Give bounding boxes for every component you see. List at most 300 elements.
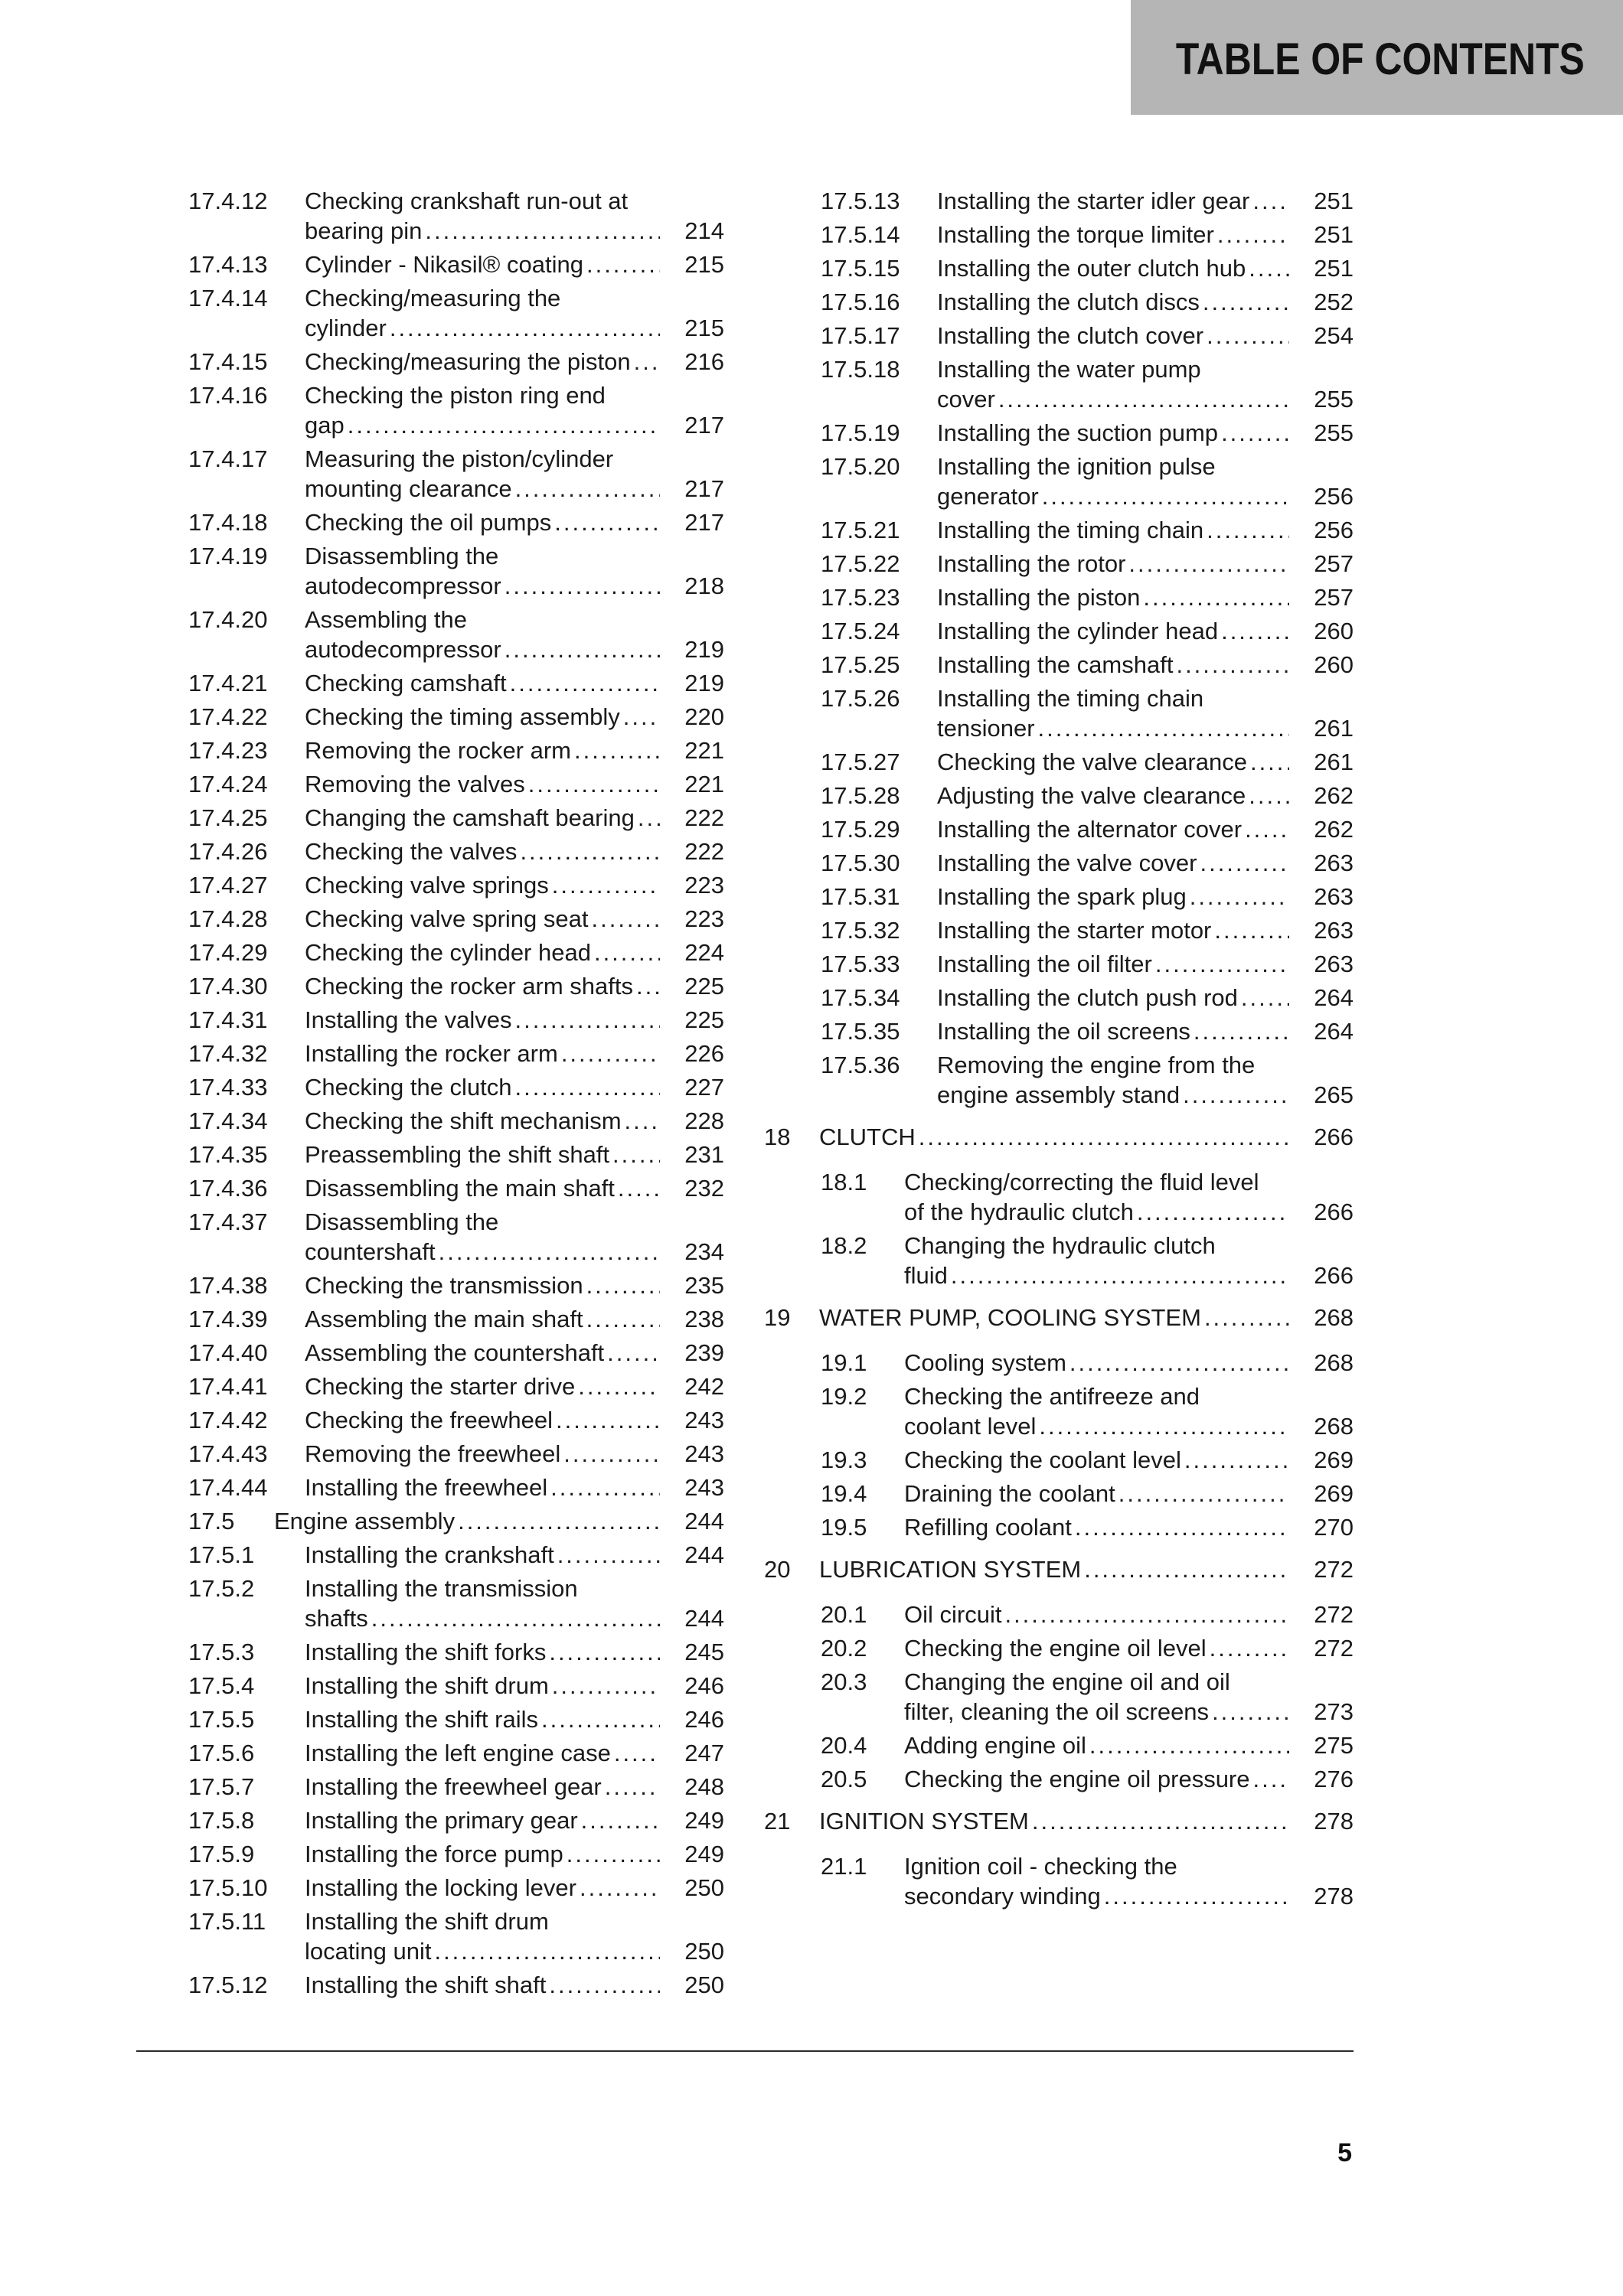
toc-entry-text: Installing the freewheel gear	[305, 1773, 602, 1800]
toc-entry-number: 17.5.30	[821, 850, 900, 876]
dot-leader	[1221, 616, 1289, 646]
toc-entry[interactable]	[764, 1122, 1354, 1152]
dot-leader	[557, 1540, 660, 1570]
toc-entry-number: 17.4.29	[188, 939, 268, 966]
toc-entry[interactable]	[188, 803, 724, 833]
dot-leader	[919, 1122, 1289, 1152]
toc-entry-text: Installing the shift forks	[305, 1639, 547, 1665]
toc-entry[interactable]	[764, 983, 1354, 1013]
toc-entry[interactable]	[188, 904, 724, 934]
dot-leader	[1249, 253, 1289, 283]
toc-entry-page: 223	[684, 872, 724, 899]
toc-entry[interactable]	[764, 253, 1354, 283]
toc-entry[interactable]	[764, 1730, 1354, 1760]
toc-entry-title	[937, 253, 1354, 283]
toc-entry[interactable]	[188, 1906, 724, 1966]
toc-entry[interactable]	[764, 1667, 1354, 1727]
toc-entry[interactable]	[764, 1167, 1354, 1227]
toc-entry[interactable]	[188, 1405, 724, 1435]
toc-entry[interactable]	[188, 1540, 724, 1570]
toc-entry-text: Installing the cylinder head	[937, 618, 1219, 644]
dot-leader	[1253, 1764, 1290, 1794]
toc-entry-page: 225	[684, 1006, 724, 1033]
toc-entry-title	[937, 781, 1354, 810]
toc-entry-text: Checking crankshaft run-out at	[305, 188, 629, 214]
toc-entry[interactable]	[188, 1704, 724, 1734]
toc-entry-title	[937, 321, 1354, 351]
toc-entry[interactable]	[188, 1772, 724, 1802]
toc-entry-text: Installing the rotor	[937, 550, 1126, 577]
dot-leader	[1207, 515, 1289, 545]
toc-entry[interactable]	[764, 747, 1354, 777]
toc-entry-page: 246	[684, 1706, 724, 1733]
toc-entry-text: cylinder	[305, 315, 387, 341]
toc-entry[interactable]	[764, 915, 1354, 945]
toc-entry-number: 17.5.10	[188, 1874, 268, 1901]
toc-entry-text: Checking the engine oil level	[904, 1635, 1207, 1662]
toc-entry-text: Adding engine oil	[904, 1732, 1086, 1759]
toc-entry[interactable]	[188, 1473, 724, 1502]
dot-leader	[1118, 1479, 1289, 1508]
toc-entry-page: 261	[1314, 748, 1354, 775]
toc-entry-text: of the hydraulic clutch	[904, 1199, 1134, 1225]
toc-entry-text: Checking the transmission	[305, 1272, 583, 1299]
toc-entry[interactable]	[188, 702, 724, 732]
toc-entry[interactable]	[188, 1805, 724, 1835]
toc-entry[interactable]	[188, 1738, 724, 1768]
toc-entry-page: 262	[1314, 816, 1354, 843]
toc-entry[interactable]	[764, 418, 1354, 448]
toc-entry[interactable]	[188, 347, 724, 377]
toc-entry-number: 17.5.7	[188, 1773, 255, 1800]
dot-leader	[1089, 1730, 1289, 1760]
toc-entry[interactable]	[764, 452, 1354, 511]
toc-entry[interactable]	[764, 549, 1354, 579]
toc-entry[interactable]	[764, 781, 1354, 810]
toc-entry[interactable]	[764, 1600, 1354, 1629]
toc-entry[interactable]	[188, 870, 724, 900]
toc-entry[interactable]	[188, 249, 724, 279]
dot-leader	[549, 1970, 660, 2000]
dot-leader	[1155, 949, 1289, 979]
toc-entry-page: 246	[684, 1672, 724, 1699]
toc-entry-number: 17.5.12	[188, 1971, 268, 1998]
toc-entry-text: secondary winding	[904, 1883, 1101, 1910]
toc-entry[interactable]	[188, 1970, 724, 2000]
toc-entry-title	[305, 803, 724, 833]
toc-entry-page: 249	[684, 1807, 724, 1834]
dot-leader	[1176, 650, 1289, 680]
toc-entry-number: 17.4.31	[188, 1006, 268, 1033]
toc-entry[interactable]	[764, 1050, 1354, 1110]
toc-entry[interactable]	[764, 354, 1354, 414]
toc-entry-title	[305, 1207, 724, 1267]
toc-entry-page: 242	[684, 1373, 724, 1400]
toc-entry[interactable]	[188, 938, 724, 967]
toc-entry[interactable]	[764, 1303, 1354, 1332]
toc-entry-number: 19	[764, 1304, 791, 1331]
toc-entry-page: 243	[684, 1474, 724, 1501]
toc-entry-text: Checking the starter drive	[305, 1373, 576, 1400]
toc-entry-number: 17.4.39	[188, 1306, 268, 1332]
toc-entry-number: 17.5.21	[821, 517, 900, 543]
toc-entry-number: 21.1	[821, 1853, 867, 1880]
toc-entry-page: 218	[684, 572, 724, 599]
dot-leader	[1137, 1197, 1289, 1227]
toc-entry-number: 17.5.18	[821, 356, 900, 383]
toc-entry-title	[937, 549, 1354, 579]
toc-entry[interactable]	[188, 1439, 724, 1469]
toc-entry-page: 224	[684, 939, 724, 966]
toc-entry[interactable]	[764, 582, 1354, 612]
toc-entry-text: Draining the coolant	[904, 1480, 1115, 1507]
toc-entry-title	[819, 1806, 1354, 1836]
toc-entry-number: 17.4.43	[188, 1440, 268, 1467]
toc-entry-number: 17.4.36	[188, 1175, 268, 1202]
toc-entry-text: Checking the valve clearance	[937, 748, 1247, 775]
toc-entry[interactable]	[188, 541, 724, 601]
toc-entry[interactable]	[188, 971, 724, 1001]
toc-entry-text: Ignition coil - checking the	[904, 1853, 1177, 1880]
toc-entry-number: 17.4.34	[188, 1107, 268, 1134]
toc-entry-number: 17.4.23	[188, 737, 268, 764]
toc-entry-title	[904, 1348, 1354, 1378]
toc-entry-title	[305, 1873, 724, 1903]
toc-entry[interactable]	[764, 515, 1354, 545]
toc-entry-title	[305, 605, 724, 664]
toc-entry[interactable]	[764, 882, 1354, 912]
footer-divider	[136, 2050, 1354, 2052]
toc-entry-title	[305, 1270, 724, 1300]
toc-entry[interactable]	[764, 848, 1354, 878]
dot-leader	[434, 1936, 660, 1966]
toc-entry-text: Installing the outer clutch hub	[937, 255, 1246, 282]
dot-leader	[1084, 1554, 1289, 1584]
toc-entry-page: 250	[684, 1938, 724, 1965]
toc-entry-number: 18.2	[821, 1232, 867, 1259]
toc-entry[interactable]	[764, 616, 1354, 646]
toc-entry[interactable]	[188, 1270, 724, 1300]
dot-leader	[586, 1270, 660, 1300]
toc-entry-page: 232	[684, 1175, 724, 1202]
toc-left-column	[188, 186, 724, 2004]
toc-entry[interactable]	[764, 1348, 1354, 1378]
toc-entry[interactable]	[764, 1554, 1354, 1584]
toc-entry-text: Cylinder - Nikasil® coating	[305, 251, 583, 278]
dot-leader	[1032, 1806, 1289, 1836]
toc-entry-number: 17.5.5	[188, 1706, 255, 1733]
toc-entry-title	[305, 904, 724, 934]
toc-entry[interactable]	[764, 1381, 1354, 1441]
toc-entry-number: 17.4.44	[188, 1474, 268, 1501]
toc-entry[interactable]	[188, 1173, 724, 1203]
toc-entry[interactable]	[764, 186, 1354, 216]
toc-entry[interactable]	[764, 1633, 1354, 1663]
toc-entry-title	[937, 515, 1354, 545]
toc-entry-page: 266	[1314, 1199, 1354, 1225]
toc-entry[interactable]	[188, 1839, 724, 1869]
toc-entry[interactable]	[188, 1574, 724, 1633]
toc-entry-text: Adjusting the valve clearance	[937, 782, 1246, 809]
toc-entry-page: 270	[1314, 1514, 1354, 1541]
dot-leader	[1200, 848, 1289, 878]
toc-entry-text: Installing the clutch cover	[937, 322, 1204, 349]
toc-entry[interactable]	[188, 1005, 724, 1035]
toc-entry-page: 269	[1314, 1480, 1354, 1507]
toc-entry[interactable]	[188, 735, 724, 765]
toc-entry[interactable]	[764, 1479, 1354, 1508]
toc-entry-text: Checking the antifreeze and	[904, 1383, 1200, 1410]
toc-entry-title	[904, 1600, 1354, 1629]
toc-entry[interactable]	[188, 507, 724, 537]
toc-entry-text: locating unit	[305, 1938, 432, 1965]
toc-entry-title	[305, 1039, 724, 1068]
toc-entry-text: Installing the shift shaft	[305, 1971, 547, 1998]
toc-entry-number: 18.1	[821, 1169, 867, 1195]
toc-entry-text: Installing the crankshaft	[305, 1541, 554, 1568]
toc-entry-number: 17.4.26	[188, 838, 268, 865]
toc-entry-title	[305, 1839, 724, 1869]
dot-leader	[505, 571, 660, 601]
dot-leader	[1075, 1512, 1289, 1542]
toc-entry[interactable]	[188, 1671, 724, 1701]
toc-entry-page: 222	[684, 804, 724, 831]
dot-leader	[515, 474, 660, 504]
toc-entry-number: 17.4.25	[188, 804, 268, 831]
toc-entry-page: 234	[684, 1238, 724, 1265]
toc-entry-page: 268	[1314, 1349, 1354, 1376]
toc-entry-number: 17.5.14	[821, 221, 900, 248]
toc-entry-page: 243	[684, 1407, 724, 1433]
toc-entry-title	[305, 1304, 724, 1334]
toc-entry-number: 17.5.22	[821, 550, 900, 577]
toc-entry-text: Checking the rocker arm shafts	[305, 973, 634, 1000]
toc-entry-number: 17.5.33	[821, 951, 900, 977]
toc-entry-text: Checking camshaft	[305, 670, 507, 696]
dot-leader	[1217, 220, 1289, 249]
toc-entry-page: 276	[1314, 1766, 1354, 1792]
toc-entry-text: coolant level	[904, 1413, 1037, 1440]
toc-entry-text: bearing pin	[305, 217, 423, 244]
dot-leader	[1194, 1016, 1289, 1046]
toc-entry-title	[305, 837, 724, 866]
toc-entry-title	[904, 1381, 1354, 1441]
toc-entry[interactable]	[764, 287, 1354, 317]
toc-entry[interactable]	[188, 1072, 724, 1102]
toc-entry-text: Installing the suction pump	[937, 419, 1219, 446]
dot-leader	[458, 1506, 660, 1536]
toc-entry[interactable]	[764, 321, 1354, 351]
toc-entry-number: 17.4.15	[188, 348, 268, 375]
toc-entry-number: 17.5.24	[821, 618, 900, 644]
toc-entry-text: shafts	[305, 1605, 368, 1632]
toc-entry-title	[904, 1633, 1354, 1663]
toc-entry-text: Installing the oil filter	[937, 951, 1152, 977]
toc-entry-title	[937, 616, 1354, 646]
toc-entry-number: 17.5.11	[188, 1908, 266, 1935]
toc-entry-title	[904, 1231, 1354, 1290]
dot-leader	[614, 1738, 660, 1768]
toc-entry-number: 17.5.2	[188, 1575, 255, 1602]
toc-entry-number: 17.4.14	[188, 285, 268, 311]
toc-entry-page: 244	[684, 1508, 724, 1534]
toc-entry-page: 266	[1314, 1262, 1354, 1289]
toc-entry-page: 214	[684, 217, 724, 244]
toc-entry[interactable]	[764, 1512, 1354, 1542]
dot-leader	[612, 1140, 660, 1169]
toc-entry[interactable]	[188, 444, 724, 504]
toc-entry-text: countershaft	[305, 1238, 436, 1265]
toc-entry-page: 215	[684, 315, 724, 341]
toc-entry[interactable]	[188, 605, 724, 664]
toc-entry-page: 252	[1314, 289, 1354, 315]
toc-entry-title	[305, 1439, 724, 1469]
toc-entry-number: 17.4.37	[188, 1208, 268, 1235]
toc-entry-title	[305, 541, 724, 601]
toc-entry-page: 251	[1314, 188, 1354, 214]
toc-entry[interactable]	[188, 1506, 724, 1536]
toc-entry-title	[904, 1512, 1354, 1542]
toc-entry[interactable]	[764, 1445, 1354, 1475]
toc-entry-text: Disassembling the	[305, 543, 499, 569]
toc-entry[interactable]	[764, 949, 1354, 979]
toc-entry-text: cover	[937, 386, 995, 413]
toc-entry-page: 257	[1314, 550, 1354, 577]
toc-entry-page: 226	[684, 1040, 724, 1067]
toc-entry-number: 20.4	[821, 1732, 867, 1759]
dot-leader	[591, 904, 660, 934]
toc-entry-number: 17.5.35	[821, 1018, 900, 1045]
toc-entry-text: Installing the timing chain	[937, 517, 1204, 543]
toc-entry[interactable]	[764, 1806, 1354, 1836]
dot-leader	[505, 634, 660, 664]
toc-entry-title	[305, 1173, 724, 1203]
toc-entry[interactable]	[764, 1851, 1354, 1911]
toc-entry-title	[937, 814, 1354, 844]
toc-entry[interactable]	[188, 769, 724, 799]
toc-entry[interactable]	[188, 1873, 724, 1903]
toc-entry-page: 254	[1314, 322, 1354, 349]
toc-entry-text: Checking the piston ring end	[305, 382, 606, 409]
dot-leader	[574, 735, 660, 765]
toc-entry[interactable]	[188, 1140, 724, 1169]
toc-entry[interactable]	[188, 1371, 724, 1401]
toc-entry[interactable]	[764, 1231, 1354, 1290]
toc-entry-title	[305, 1106, 724, 1136]
toc-entry-number: 17.5.16	[821, 289, 900, 315]
toc-entry-text: Refilling coolant	[904, 1514, 1072, 1541]
toc-entry[interactable]	[188, 1207, 724, 1267]
toc-entry[interactable]	[188, 668, 724, 698]
dot-leader	[1190, 882, 1289, 912]
dot-leader	[348, 410, 660, 440]
toc-entry[interactable]	[188, 1304, 724, 1334]
dot-leader	[561, 1039, 660, 1068]
toc-entry-page: 278	[1314, 1808, 1354, 1835]
toc-entry-title	[904, 1445, 1354, 1475]
toc-entry-title	[305, 380, 724, 440]
toc-entry-title	[937, 354, 1354, 414]
toc-entry-title	[305, 1805, 724, 1835]
dot-leader	[552, 870, 660, 900]
toc-entry-text: mounting clearance	[305, 475, 512, 502]
dot-leader	[638, 803, 660, 833]
toc-entry-page: 219	[684, 636, 724, 663]
toc-entry-text: Installing the clutch discs	[937, 289, 1200, 315]
toc-entry-title	[305, 186, 724, 246]
toc-entry-text: Installing the ignition pulse	[937, 453, 1216, 480]
toc-entry-text: Removing the rocker arm	[305, 737, 572, 764]
toc-entry-text: Checking/measuring the piston	[305, 348, 631, 375]
toc-entry-page: 228	[684, 1107, 724, 1134]
toc-entry-number: 17.5.28	[821, 782, 900, 809]
toc-entry-text: Checking the shift mechanism	[305, 1107, 622, 1134]
toc-entry-title	[305, 1371, 724, 1401]
toc-entry-page: 251	[1314, 221, 1354, 248]
toc-entry[interactable]	[188, 283, 724, 343]
toc-entry-title	[904, 1764, 1354, 1794]
dot-leader	[1004, 1600, 1289, 1629]
toc-entry[interactable]	[764, 1764, 1354, 1794]
toc-entry-number: 17.5.15	[821, 255, 900, 282]
toc-entry[interactable]	[188, 837, 724, 866]
toc-entry[interactable]	[188, 1106, 724, 1136]
toc-entry-page: 221	[684, 737, 724, 764]
toc-entry[interactable]	[188, 186, 724, 246]
toc-entry[interactable]	[764, 814, 1354, 844]
dot-leader	[594, 938, 660, 967]
toc-entry-text: Installing the timing chain	[937, 685, 1204, 712]
toc-entry-page: 256	[1314, 483, 1354, 510]
toc-entry-title	[305, 1405, 724, 1435]
toc-entry-text: Installing the clutch push rod	[937, 984, 1238, 1011]
toc-entry-number: 17.5.3	[188, 1639, 255, 1665]
toc-entry-page: 257	[1314, 584, 1354, 611]
toc-entry[interactable]	[188, 1637, 724, 1667]
toc-entry-text: LUBRICATION SYSTEM	[819, 1556, 1082, 1583]
dot-leader	[1241, 983, 1289, 1013]
toc-entry-number: 17.4.13	[188, 251, 268, 278]
toc-entry[interactable]	[764, 683, 1354, 743]
dot-leader	[1252, 186, 1289, 216]
toc-entry[interactable]	[188, 1039, 724, 1068]
toc-entry[interactable]	[764, 220, 1354, 249]
dot-leader	[1069, 1348, 1289, 1378]
toc-entry-page: 255	[1314, 419, 1354, 446]
toc-entry-title	[305, 735, 724, 765]
toc-entry-number: 17.4.42	[188, 1407, 268, 1433]
toc-entry-number: 17.4.22	[188, 703, 268, 730]
toc-entry-text: Engine assembly	[274, 1508, 456, 1534]
toc-entry-number: 17.5.31	[821, 883, 900, 910]
toc-entry-text: Installing the shift rails	[305, 1706, 538, 1733]
toc-entry-text: Installing the camshaft	[937, 651, 1174, 678]
toc-entry-number: 17.5.1	[188, 1541, 255, 1568]
toc-entry-page: 231	[684, 1141, 724, 1168]
toc-entry-number: 17.5.8	[188, 1807, 255, 1834]
toc-entry[interactable]	[188, 380, 724, 440]
dot-leader	[1104, 1881, 1289, 1911]
toc-entry[interactable]	[188, 1338, 724, 1368]
toc-entry-title	[819, 1554, 1354, 1584]
toc-entry[interactable]	[764, 650, 1354, 680]
toc-entry-text: Checking the engine oil pressure	[904, 1766, 1250, 1792]
toc-entry[interactable]	[764, 1016, 1354, 1046]
toc-entry-text: Disassembling the main shaft	[305, 1175, 615, 1202]
toc-entry-text: Installing the valve cover	[937, 850, 1197, 876]
toc-entry-text: Checking the clutch	[305, 1074, 512, 1101]
toc-entry-number: 17.5.32	[821, 917, 900, 944]
